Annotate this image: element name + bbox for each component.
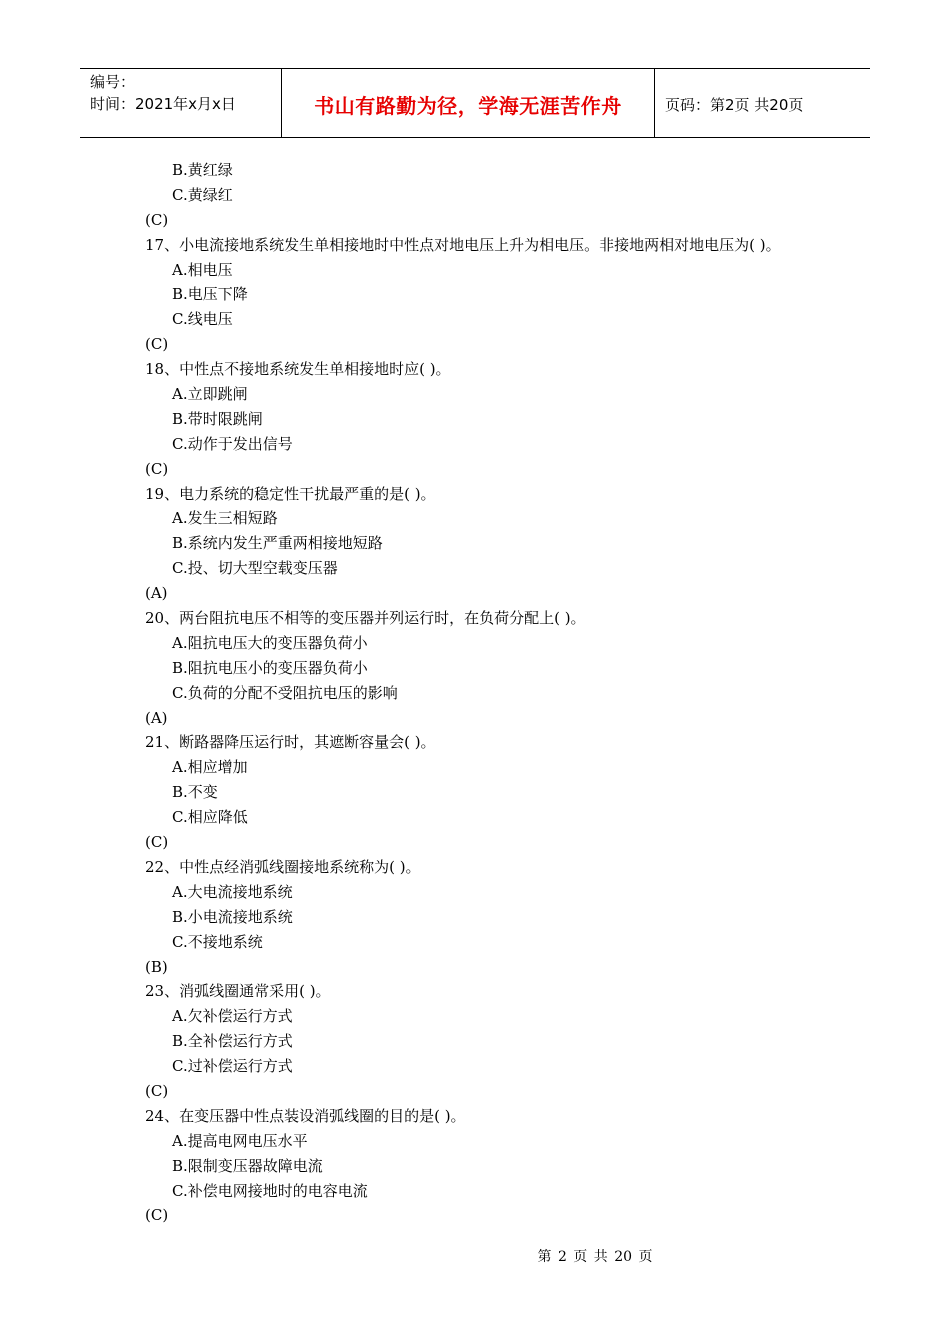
answer-key: (C): [145, 335, 169, 354]
answer-key: (A): [145, 708, 168, 727]
answer-key: (C): [145, 459, 169, 478]
header-motto: 书山有路勤为径，学海无涯苦作舟: [314, 93, 622, 118]
answer-option: A.提高电网电压水平: [172, 1131, 308, 1150]
header-meta: [80, 69, 282, 137]
answer-option: B.全补偿运行方式: [172, 1032, 293, 1051]
answer-option: A.相应增加: [172, 758, 248, 777]
question-text: 24、在变压器中性点装设消弧线圈的目的是( )。: [145, 1106, 466, 1125]
question-text: 21、断路器降压运行时，其遮断容量会( )。: [145, 733, 436, 752]
footer-page-number: 第 2 页 共 20 页: [537, 1249, 653, 1265]
answer-option: C.相应降低: [172, 808, 248, 827]
question-text: 17、小电流接地系统发生单相接地时中性点对地电压上升为相电压。非接地两相对地电压为( )。: [145, 235, 781, 254]
answer-option: A.阻抗电压大的变压器负荷小: [172, 633, 368, 652]
header-motto-cell: [282, 69, 655, 137]
answer-option: C.过补偿运行方式: [172, 1057, 293, 1076]
answer-key: (C): [145, 210, 169, 229]
answer-option: B.限制变压器故障电流: [172, 1156, 323, 1175]
header-page-info-cell: [655, 69, 870, 137]
answer-option: C.线电压: [172, 310, 233, 329]
answer-option: C.补偿电网接地时的电容电流: [172, 1181, 368, 1200]
question-text: 19、电力系统的稳定性干扰最严重的是( )。: [145, 484, 436, 503]
question-text: 18、中性点不接地系统发生单相接地时应( )。: [145, 360, 451, 379]
answer-option: B.系统内发生严重两相接地短路: [172, 534, 383, 553]
page-footer: [0, 1246, 950, 1266]
answer-option: C.动作于发出信号: [172, 434, 293, 453]
answer-option: C.黄绿红: [172, 185, 233, 204]
answer-option: C.负荷的分配不受阻抗电压的影响: [172, 683, 398, 702]
answer-key: (C): [145, 1206, 169, 1225]
answer-option: A.相电压: [172, 260, 233, 279]
answer-option: A.发生三相短路: [172, 509, 278, 528]
answer-key: (C): [145, 1081, 169, 1100]
answer-option: B.不变: [172, 783, 218, 802]
answer-option: B.电压下降: [172, 285, 248, 304]
answer-option: B.黄红绿: [172, 161, 233, 179]
answer-option: A.欠补偿运行方式: [172, 1007, 293, 1026]
question-text: 20、两台阻抗电压不相等的变压器并列运行时，在负荷分配上( )。: [145, 609, 586, 628]
answer-option: A.大电流接地系统: [172, 882, 293, 901]
answer-option: A.立即跳闸: [172, 385, 248, 404]
answer-option: B.小电流接地系统: [172, 907, 293, 926]
page-header: [80, 68, 870, 138]
question-text: 22、中性点经消弧线圈接地系统称为( )。: [145, 857, 421, 876]
document-number-label: 编号：: [90, 73, 136, 91]
question-text: 23、消弧线圈通常采用( )。: [145, 982, 331, 1001]
answer-key: (C): [145, 833, 169, 852]
answer-option: B.带时限跳闸: [172, 409, 263, 428]
answer-option: C.不接地系统: [172, 932, 263, 951]
answer-option: B.阻抗电压小的变压器负荷小: [172, 658, 368, 677]
header-page-info: 页码：第2页 共20页: [665, 95, 804, 114]
answer-key: (A): [145, 584, 168, 603]
answer-option: C.投、切大型空载变压器: [172, 559, 338, 578]
answer-key: (B): [145, 957, 168, 976]
document-time-label: 时间：2021年x月x日: [90, 95, 236, 113]
question-list: [145, 158, 845, 1228]
